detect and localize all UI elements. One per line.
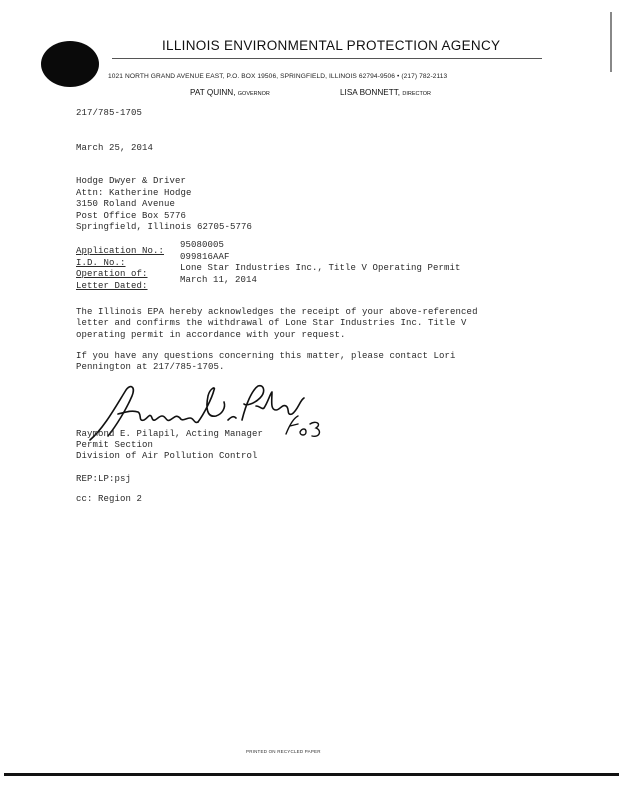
recipient-address-block [76,176,252,234]
reference-row [76,263,461,279]
scan-edge-mark [610,12,612,72]
letter-date: March 25, 2014 [76,143,154,153]
agency-address: 1021 NORTH GRAND AVENUE EAST, P.O. BOX 19506, SPRINGFIELD, ILLINOIS 62794-9506 • (217) 782-2113 [108,73,448,80]
body-line: operating permit in accordance with your request. [76,329,346,340]
reference-value: 099816AAF [180,251,230,262]
letterhead-rule [112,58,542,59]
recipient-line: Attn: Katherine Hodge [76,187,192,198]
body-paragraph [76,351,456,374]
signer-line: Division of Air Pollution Control [76,451,258,462]
reference-value: 95080005 [180,240,225,250]
body-line: The Illinois EPA hereby acknowledges the receipt of your above-referenced [76,307,478,317]
governor-title: GOVERNOR [237,91,270,97]
director-name: LISA BONNETT, [340,88,401,97]
reference-value: Lone Star Industries Inc., Title V Operating Permit [180,263,461,273]
signer-line: Permit Section [76,440,154,451]
reference-row [76,240,225,256]
body-line: If you have any questions concerning this matter, please contact Lori [76,351,456,361]
body-line: letter and confirms the withdrawal of Lone Star Industries Inc. Title V [76,318,467,329]
state-seal-icon [41,41,99,87]
reference-initials: REP:LP:psj [76,474,132,484]
reference-block [76,240,461,291]
signer-line: Raymond E. Pilapil, Acting Manager [76,429,264,439]
agency-name: ILLINOIS ENVIRONMENTAL PROTECTION AGENCY [162,38,501,53]
recycled-paper-note: PRINTED ON RECYCLED PAPER [246,749,321,754]
footer-rule [4,773,619,776]
body-paragraph [76,307,478,341]
governor-name: PAT QUINN, [190,88,236,97]
phone-line: 217/785-1705 [76,108,143,118]
recipient-line: Post Office Box 5776 [76,210,187,221]
body-line: Pennington at 217/785-1705. [76,362,225,373]
director-title: DIRECTOR [402,91,431,97]
recipient-line: Springfield, Illinois 62705-5776 [76,222,253,233]
reference-label: I.D. No.: [76,257,126,268]
reference-value: March 11, 2014 [180,274,258,285]
cc-line: cc: Region 2 [76,494,143,504]
reference-label: Application No.: [76,246,165,256]
reference-label: Letter Dated: [76,280,148,291]
signer-block [76,429,263,463]
reference-label: Operation of: [76,269,148,279]
recipient-line: 3150 Roland Avenue [76,199,176,210]
recipient-line: Hodge Dwyer & Driver [76,176,187,186]
director-line [340,88,431,97]
governor-line [190,88,270,97]
